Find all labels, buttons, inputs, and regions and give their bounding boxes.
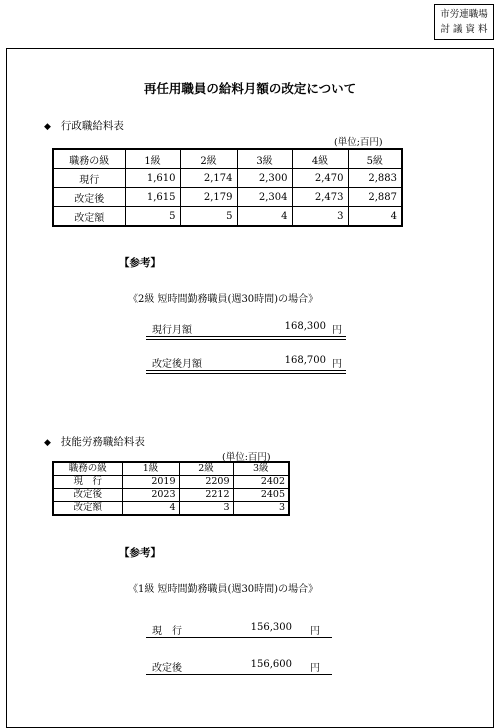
amount-value: 168,700 [284,355,326,366]
stamp-line-2: 討 議 資 料 [440,24,488,35]
table-cell: 2,300 [237,169,292,188]
table-row [53,502,289,516]
reference-heading: 【参考】 [119,257,161,269]
page-title: 再任用職員の給料月額の改定について [143,81,357,96]
table-cell: 2,473 [292,188,348,207]
double-underline [146,370,346,374]
table-cell: 1,610 [125,169,180,188]
table-cell: 3 [179,502,233,516]
table-row [53,476,289,489]
header-cell: 1級 [122,462,179,476]
revised-amount [152,659,352,673]
reference-heading: 【参考】 [119,547,161,559]
amount-label: 改定後 [152,663,182,674]
table-row [53,489,289,502]
table-cell: 1,615 [125,188,180,207]
header-cell: 4級 [292,149,348,169]
row-label: 改定後 [53,489,122,502]
table-cell: 2023 [122,489,179,502]
document-stamp [434,4,494,40]
administrative-salary-table [52,148,403,227]
row-label: 改定後 [53,188,125,207]
header-cell: 2級 [180,149,237,169]
table-cell: 4 [237,207,292,227]
header-cell: 1級 [125,149,180,169]
table-row [53,188,402,207]
table-cell: 2212 [179,489,233,502]
table-cell: 2,470 [292,169,348,188]
header-cell: 職務の級 [53,462,122,476]
table-cell: 2209 [179,476,233,489]
labor-salary-table [52,461,290,516]
yen-unit: 円 [310,663,320,674]
table-header-row [53,149,402,169]
table-row [53,207,402,227]
section-heading-labor [44,434,145,449]
table-cell: 5 [180,207,237,227]
reference-note: 《2級 短時間勤務職員(週30時間)の場合》 [128,294,319,305]
section-heading-administrative [44,118,124,133]
row-label: 改定額 [53,207,125,227]
table-cell: 2,883 [348,169,402,188]
underline [146,637,332,638]
amount-label: 現 行 [152,626,182,637]
diamond-bullet-icon: ◆ [44,438,51,448]
header-cell: 職務の級 [53,149,125,169]
table-cell: 2405 [233,489,289,502]
header-cell: 2級 [179,462,233,476]
table-cell: 2,179 [180,188,237,207]
amount-label: 改定後月額 [152,359,202,370]
table-cell: 2,304 [237,188,292,207]
unit-label: (単位:百円) [222,452,271,463]
table-header-row [53,462,289,476]
row-label: 現 行 [53,476,122,489]
revised-monthly-amount [152,355,352,369]
unit-label: (単位;百円) [334,137,383,148]
amount-value: 156,300 [250,622,292,633]
underline [146,674,332,675]
amount-value: 156,600 [250,659,292,670]
yen-unit: 円 [310,626,320,637]
table-row [53,169,402,188]
table-cell: 3 [233,502,289,516]
amount-value: 168,300 [284,321,326,332]
header-cell: 3級 [237,149,292,169]
table-cell: 3 [292,207,348,227]
table-cell: 2019 [122,476,179,489]
diamond-bullet-icon: ◆ [44,122,51,132]
table-cell: 5 [125,207,180,227]
row-label: 現行 [53,169,125,188]
table-cell: 2,887 [348,188,402,207]
section-heading-text: 行政職給料表 [60,120,124,132]
table-cell: 4 [348,207,402,227]
header-cell: 5級 [348,149,402,169]
yen-unit: 円 [332,359,342,370]
stamp-line-1: 市労連職場 [440,9,488,20]
table-cell: 4 [122,502,179,516]
row-label: 改定額 [53,502,122,516]
section-heading-text: 技能労務職給料表 [60,436,145,448]
yen-unit: 円 [332,325,342,336]
reference-note: 《1級 短時間勤務職員(週30時間)の場合》 [128,584,319,595]
current-monthly-amount [152,321,352,335]
header-cell: 3級 [233,462,289,476]
amount-label: 現行月額 [152,325,192,336]
table-cell: 2402 [233,476,289,489]
current-amount [152,622,352,636]
double-underline [146,336,346,340]
table-cell: 2,174 [180,169,237,188]
